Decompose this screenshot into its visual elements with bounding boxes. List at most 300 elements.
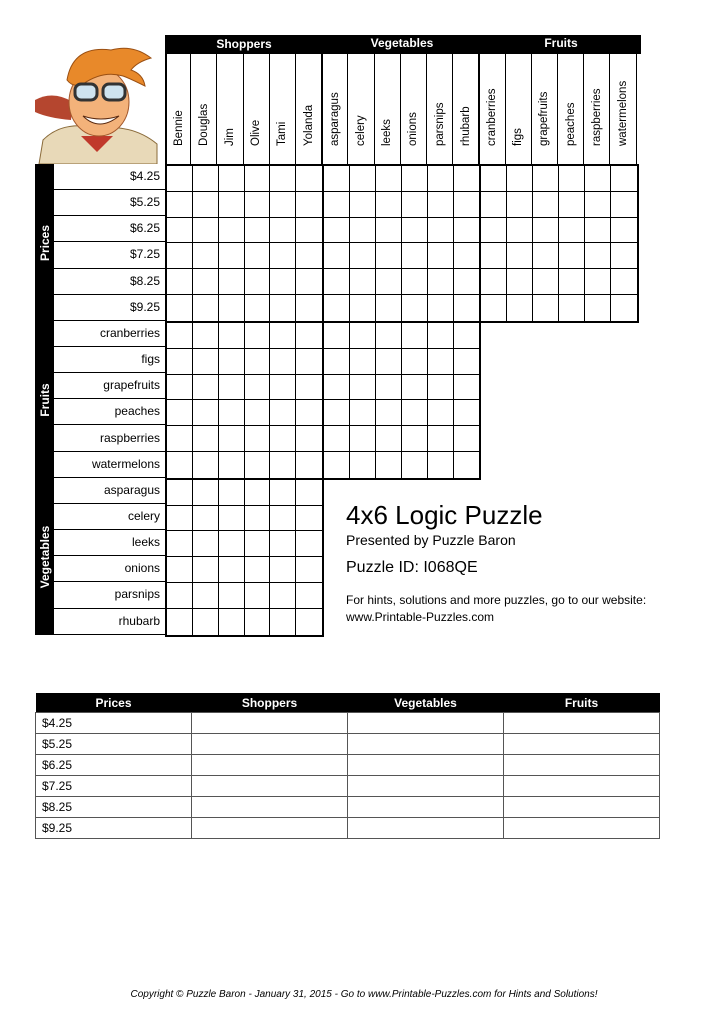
grid-cell[interactable]	[167, 269, 193, 295]
grid-cell[interactable]	[350, 243, 376, 269]
grid-cell[interactable]	[167, 506, 193, 532]
grid-cell[interactable]	[533, 192, 559, 218]
grid-cell[interactable]	[296, 609, 322, 635]
grid-cell[interactable]	[454, 323, 480, 349]
column-header-label: Olive	[250, 119, 263, 146]
answer-header-vegetables: Vegetables	[348, 693, 504, 713]
grid-cell[interactable]	[245, 531, 271, 557]
grid-cell[interactable]	[324, 218, 350, 244]
grid-cell[interactable]	[296, 323, 322, 349]
grid-cell[interactable]	[219, 192, 245, 218]
row-label-fruits-1: figs	[54, 347, 165, 373]
grid-cell[interactable]	[245, 218, 271, 244]
grid-cell[interactable]	[428, 295, 454, 321]
grid-cell[interactable]	[402, 295, 428, 321]
column-header-onions	[401, 54, 427, 164]
row-label-vegetables-1: celery	[54, 504, 165, 530]
grid-cell[interactable]	[296, 218, 322, 244]
grid-cell[interactable]	[376, 426, 402, 452]
grid-block-fruits-shoppers	[165, 321, 324, 480]
grid-cell[interactable]	[193, 323, 219, 349]
grid-cell[interactable]	[193, 609, 219, 635]
grid-cell[interactable]	[245, 295, 271, 321]
column-header-douglas	[191, 54, 217, 164]
grid-cell[interactable]	[167, 243, 193, 269]
grid-cell[interactable]	[270, 452, 296, 478]
grid-cell[interactable]	[454, 269, 480, 295]
grid-cell[interactable]	[193, 400, 219, 426]
grid-cell[interactable]	[454, 243, 480, 269]
grid-cell[interactable]	[219, 349, 245, 375]
grid-cell[interactable]	[559, 243, 585, 269]
grid-cell[interactable]	[559, 218, 585, 244]
grid-cell[interactable]	[270, 323, 296, 349]
grid-cell[interactable]	[296, 243, 322, 269]
grid-cell[interactable]	[324, 295, 350, 321]
column-header-raspberries	[584, 54, 610, 164]
grid-cell[interactable]	[481, 166, 507, 192]
grid-cell[interactable]	[350, 452, 376, 478]
row-label-fruits-3: peaches	[54, 399, 165, 425]
grid-cell[interactable]	[219, 426, 245, 452]
answer-row	[36, 776, 660, 797]
grid-cell[interactable]	[454, 166, 480, 192]
answer-blank-cell[interactable]	[504, 755, 660, 776]
grid-cell[interactable]	[454, 192, 480, 218]
row-label-fruits-5: watermelons	[54, 452, 165, 478]
column-header-label: watermelons	[616, 80, 629, 146]
row-label-vegetables-0: asparagus	[54, 478, 165, 504]
grid-cell[interactable]	[533, 295, 559, 321]
grid-cell[interactable]	[219, 452, 245, 478]
grid-cell[interactable]	[245, 375, 271, 401]
grid-cell[interactable]	[296, 506, 322, 532]
grid-cell[interactable]	[193, 426, 219, 452]
grid-cell[interactable]	[167, 557, 193, 583]
grid-cell[interactable]	[296, 452, 322, 478]
grid-cell[interactable]	[270, 218, 296, 244]
grid-cell[interactable]	[402, 349, 428, 375]
grid-cell[interactable]	[296, 375, 322, 401]
column-header-label: raspberries	[590, 88, 603, 146]
grid-cell[interactable]	[324, 243, 350, 269]
column-header-jim	[217, 54, 243, 164]
grid-cell[interactable]	[402, 452, 428, 478]
grid-cell[interactable]	[454, 295, 480, 321]
column-header-grapefruits	[532, 54, 558, 164]
grid-cell[interactable]	[167, 609, 193, 635]
answer-blank-cell[interactable]	[192, 713, 348, 734]
header-vegetables-side: Vegetables	[35, 478, 54, 635]
grid-cell[interactable]	[428, 192, 454, 218]
grid-cell[interactable]	[270, 166, 296, 192]
grid-cell[interactable]	[245, 557, 271, 583]
grid-cell[interactable]	[428, 349, 454, 375]
grid-cell[interactable]	[481, 218, 507, 244]
grid-cell[interactable]	[219, 375, 245, 401]
column-header-bennie	[165, 54, 191, 164]
answer-blank-cell[interactable]	[192, 797, 348, 818]
grid-cell[interactable]	[507, 269, 533, 295]
header-vegetables: Vegetables	[323, 35, 481, 54]
grid-cell[interactable]	[559, 295, 585, 321]
column-header-label: grapefruits	[538, 91, 551, 146]
grid-cell[interactable]	[402, 426, 428, 452]
grid-cell[interactable]	[219, 243, 245, 269]
grid-cell[interactable]	[402, 166, 428, 192]
grid-cell[interactable]	[270, 531, 296, 557]
grid-cell[interactable]	[193, 192, 219, 218]
puzzle-id: Puzzle ID: I068QE	[346, 559, 478, 576]
grid-cell[interactable]	[245, 480, 271, 506]
grid-cell[interactable]	[324, 349, 350, 375]
grid-cell[interactable]	[296, 557, 322, 583]
grid-cell[interactable]	[324, 192, 350, 218]
grid-cell[interactable]	[428, 323, 454, 349]
grid-cell[interactable]	[611, 166, 637, 192]
grid-cell[interactable]	[376, 243, 402, 269]
grid-cell[interactable]	[585, 295, 611, 321]
grid-cell[interactable]	[507, 192, 533, 218]
column-header-tami	[270, 54, 296, 164]
grid-cell[interactable]	[481, 295, 507, 321]
grid-cell[interactable]	[245, 583, 271, 609]
answer-blank-cell[interactable]	[192, 776, 348, 797]
column-header-label: peaches	[564, 102, 577, 146]
header-fruits-side: Fruits	[35, 321, 54, 478]
grid-cell[interactable]	[533, 269, 559, 295]
grid-cell[interactable]	[559, 192, 585, 218]
grid-cell[interactable]	[270, 557, 296, 583]
grid-cell[interactable]	[219, 218, 245, 244]
grid-cell[interactable]	[270, 583, 296, 609]
grid-cell[interactable]	[270, 426, 296, 452]
header-shoppers: Shoppers	[165, 35, 323, 54]
grid-cell[interactable]	[245, 506, 271, 532]
grid-cell[interactable]	[350, 375, 376, 401]
grid-cell[interactable]	[402, 192, 428, 218]
answer-blank-cell[interactable]	[348, 776, 504, 797]
header-prices: Prices	[35, 164, 54, 321]
grid-cell[interactable]	[296, 192, 322, 218]
grid-cell[interactable]	[324, 375, 350, 401]
grid-cell[interactable]	[193, 295, 219, 321]
column-header-label: Jim	[223, 128, 236, 146]
column-header-celery	[348, 54, 374, 164]
grid-cell[interactable]	[454, 349, 480, 375]
grid-cell[interactable]	[270, 480, 296, 506]
grid-cell[interactable]	[219, 295, 245, 321]
grid-cell[interactable]	[193, 218, 219, 244]
grid-cell[interactable]	[533, 166, 559, 192]
column-header-label: Yolanda	[302, 104, 315, 146]
grid-cell[interactable]	[245, 349, 271, 375]
grid-cell[interactable]	[428, 375, 454, 401]
grid-cell[interactable]	[585, 243, 611, 269]
cartoon-pilot-mascot-icon	[33, 40, 161, 164]
grid-cell[interactable]	[219, 166, 245, 192]
answer-header-prices: Prices	[36, 693, 192, 713]
grid-cell[interactable]	[167, 400, 193, 426]
grid-block-prices-fruits	[479, 164, 638, 323]
column-header-watermelons	[610, 54, 636, 164]
grid-cell[interactable]	[611, 269, 637, 295]
grid-cell[interactable]	[402, 375, 428, 401]
grid-cell[interactable]	[350, 269, 376, 295]
grid-cell[interactable]	[219, 531, 245, 557]
grid-cell[interactable]	[245, 452, 271, 478]
grid-cell[interactable]	[481, 269, 507, 295]
grid-block-prices-shoppers	[165, 164, 324, 323]
grid-cell[interactable]	[219, 609, 245, 635]
grid-cell[interactable]	[585, 192, 611, 218]
grid-cell[interactable]	[219, 400, 245, 426]
grid-cell[interactable]	[428, 452, 454, 478]
grid-cell[interactable]	[350, 166, 376, 192]
grid-cell[interactable]	[454, 426, 480, 452]
grid-cell[interactable]	[193, 506, 219, 532]
grid-cell[interactable]	[245, 192, 271, 218]
grid-cell[interactable]	[296, 349, 322, 375]
grid-cell[interactable]	[611, 192, 637, 218]
grid-cell[interactable]	[167, 295, 193, 321]
answer-row	[36, 734, 660, 755]
grid-cell[interactable]	[167, 323, 193, 349]
grid-cell[interactable]	[296, 400, 322, 426]
grid-cell[interactable]	[376, 192, 402, 218]
answer-blank-cell[interactable]	[504, 818, 660, 839]
grid-cell[interactable]	[270, 609, 296, 635]
grid-cell[interactable]	[533, 218, 559, 244]
grid-cell[interactable]	[402, 218, 428, 244]
grid-cell[interactable]	[270, 192, 296, 218]
grid-cell[interactable]	[193, 269, 219, 295]
grid-cell[interactable]	[350, 323, 376, 349]
column-header-peaches	[558, 54, 584, 164]
grid-cell[interactable]	[559, 166, 585, 192]
grid-cell[interactable]	[296, 480, 322, 506]
grid-cell[interactable]	[167, 480, 193, 506]
answer-blank-cell[interactable]	[348, 797, 504, 818]
row-label-prices-5: $9.25	[54, 295, 165, 321]
grid-cell[interactable]	[428, 166, 454, 192]
grid-cell[interactable]	[376, 218, 402, 244]
answer-blank-cell[interactable]	[348, 755, 504, 776]
column-header-figs	[506, 54, 532, 164]
grid-cell[interactable]	[296, 583, 322, 609]
grid-cell[interactable]	[350, 400, 376, 426]
grid-cell[interactable]	[324, 426, 350, 452]
grid-cell[interactable]	[507, 295, 533, 321]
grid-cell[interactable]	[533, 243, 559, 269]
row-label-vegetables-5: rhubarb	[54, 609, 165, 635]
answer-price-cell: $5.25	[36, 734, 192, 755]
grid-cell[interactable]	[219, 269, 245, 295]
grid-cell[interactable]	[167, 452, 193, 478]
column-header-label: parsnips	[433, 102, 446, 146]
grid-cell[interactable]	[296, 295, 322, 321]
answer-blank-cell[interactable]	[504, 713, 660, 734]
grid-cell[interactable]	[350, 192, 376, 218]
grid-cell[interactable]	[585, 269, 611, 295]
grid-cell[interactable]	[245, 609, 271, 635]
grid-cell[interactable]	[376, 452, 402, 478]
grid-cell[interactable]	[454, 375, 480, 401]
grid-cell[interactable]	[193, 349, 219, 375]
answer-blank-cell[interactable]	[348, 734, 504, 755]
grid-cell[interactable]	[454, 218, 480, 244]
grid-cell[interactable]	[428, 269, 454, 295]
column-header-label: leeks	[381, 119, 394, 146]
grid-cell[interactable]	[324, 452, 350, 478]
grid-cell[interactable]	[193, 243, 219, 269]
grid-cell[interactable]	[350, 349, 376, 375]
column-header-label: asparagus	[329, 92, 342, 146]
grid-cell[interactable]	[376, 166, 402, 192]
grid-cell[interactable]	[454, 452, 480, 478]
grid-cell[interactable]	[324, 323, 350, 349]
grid-cell[interactable]	[454, 400, 480, 426]
grid-cell[interactable]	[270, 243, 296, 269]
answer-blank-cell[interactable]	[504, 776, 660, 797]
grid-cell[interactable]	[219, 323, 245, 349]
row-label-vegetables-4: parsnips	[54, 582, 165, 608]
column-header-cranberries	[479, 54, 505, 164]
grid-cell[interactable]	[193, 557, 219, 583]
grid-cell[interactable]	[193, 166, 219, 192]
grid-cell[interactable]	[219, 480, 245, 506]
answer-table	[35, 693, 660, 839]
column-header-label: onions	[407, 112, 420, 146]
grid-cell[interactable]	[296, 531, 322, 557]
answer-blank-cell[interactable]	[504, 797, 660, 818]
grid-block-fruits-vegetables	[322, 321, 481, 480]
grid-cell[interactable]	[167, 531, 193, 557]
grid-cell[interactable]	[270, 349, 296, 375]
grid-cell[interactable]	[270, 506, 296, 532]
grid-cell[interactable]	[507, 243, 533, 269]
grid-cell[interactable]	[611, 243, 637, 269]
grid-cell[interactable]	[193, 480, 219, 506]
grid-cell[interactable]	[507, 218, 533, 244]
row-label-fruits-0: cranberries	[54, 321, 165, 347]
grid-cell[interactable]	[350, 218, 376, 244]
grid-cell[interactable]	[402, 400, 428, 426]
answer-blank-cell[interactable]	[192, 818, 348, 839]
header-fruits: Fruits	[481, 35, 641, 54]
copyright-footer: Copyright © Puzzle Baron - January 31, 2015 - Go to www.Printable-Puzzles.com for Hints and Solutions!	[130, 989, 598, 1000]
grid-cell[interactable]	[245, 269, 271, 295]
column-header-rhubarb	[453, 54, 479, 164]
grid-cell[interactable]	[324, 166, 350, 192]
grid-cell[interactable]	[324, 269, 350, 295]
grid-cell[interactable]	[296, 426, 322, 452]
answer-blank-cell[interactable]	[348, 818, 504, 839]
grid-cell[interactable]	[481, 243, 507, 269]
grid-cell[interactable]	[481, 192, 507, 218]
row-label-fruits-2: grapefruits	[54, 373, 165, 399]
grid-cell[interactable]	[585, 218, 611, 244]
grid-cell[interactable]	[245, 400, 271, 426]
grid-cell[interactable]	[270, 295, 296, 321]
grid-cell[interactable]	[507, 166, 533, 192]
grid-cell[interactable]	[376, 375, 402, 401]
answer-blank-cell[interactable]	[192, 755, 348, 776]
grid-cell[interactable]	[402, 269, 428, 295]
grid-cell[interactable]	[376, 400, 402, 426]
grid-cell[interactable]	[270, 375, 296, 401]
grid-cell[interactable]	[245, 243, 271, 269]
grid-cell[interactable]	[193, 531, 219, 557]
answer-blank-cell[interactable]	[348, 713, 504, 734]
answer-price-cell: $9.25	[36, 818, 192, 839]
grid-cell[interactable]	[193, 452, 219, 478]
grid-block-vegetables-shoppers	[165, 478, 324, 637]
grid-cell[interactable]	[559, 269, 585, 295]
column-header-label: celery	[354, 115, 367, 146]
grid-cell[interactable]	[350, 426, 376, 452]
grid-cell[interactable]	[219, 557, 245, 583]
answer-header-fruits: Fruits	[504, 693, 660, 713]
row-label-prices-4: $8.25	[54, 269, 165, 295]
grid-cell[interactable]	[167, 218, 193, 244]
grid-cell[interactable]	[611, 295, 637, 321]
grid-cell[interactable]	[324, 400, 350, 426]
column-header-parsnips	[427, 54, 453, 164]
grid-cell[interactable]	[376, 295, 402, 321]
grid-cell[interactable]	[219, 506, 245, 532]
grid-cell[interactable]	[219, 583, 245, 609]
column-header-label: Bennie	[172, 110, 185, 146]
grid-cell[interactable]	[245, 323, 271, 349]
grid-cell[interactable]	[611, 218, 637, 244]
website-link[interactable]: www.Printable-Puzzles.com	[346, 610, 495, 624]
answer-price-cell: $7.25	[36, 776, 192, 797]
answer-row	[36, 755, 660, 776]
grid-cell[interactable]	[167, 583, 193, 609]
answer-price-cell: $6.25	[36, 755, 192, 776]
grid-cell[interactable]	[245, 166, 271, 192]
grid-cell[interactable]	[167, 349, 193, 375]
grid-cell[interactable]	[428, 243, 454, 269]
grid-cell[interactable]	[167, 192, 193, 218]
grid-cell[interactable]	[428, 426, 454, 452]
grid-cell[interactable]	[296, 269, 322, 295]
answer-blank-cell[interactable]	[192, 734, 348, 755]
grid-cell[interactable]	[428, 400, 454, 426]
grid-cell[interactable]	[167, 166, 193, 192]
grid-cell[interactable]	[402, 323, 428, 349]
grid-cell[interactable]	[270, 269, 296, 295]
grid-cell[interactable]	[296, 166, 322, 192]
grid-cell[interactable]	[376, 349, 402, 375]
grid-cell[interactable]	[350, 295, 376, 321]
grid-cell[interactable]	[585, 166, 611, 192]
grid-cell[interactable]	[270, 400, 296, 426]
grid-cell[interactable]	[193, 375, 219, 401]
grid-cell[interactable]	[376, 269, 402, 295]
grid-cell[interactable]	[402, 243, 428, 269]
answer-blank-cell[interactable]	[504, 734, 660, 755]
grid-cell[interactable]	[376, 323, 402, 349]
answer-row	[36, 818, 660, 839]
grid-cell[interactable]	[167, 426, 193, 452]
grid-cell[interactable]	[245, 426, 271, 452]
grid-cell[interactable]	[167, 375, 193, 401]
grid-cell[interactable]	[193, 583, 219, 609]
row-label-prices-0: $4.25	[54, 164, 165, 190]
grid-cell[interactable]	[428, 218, 454, 244]
